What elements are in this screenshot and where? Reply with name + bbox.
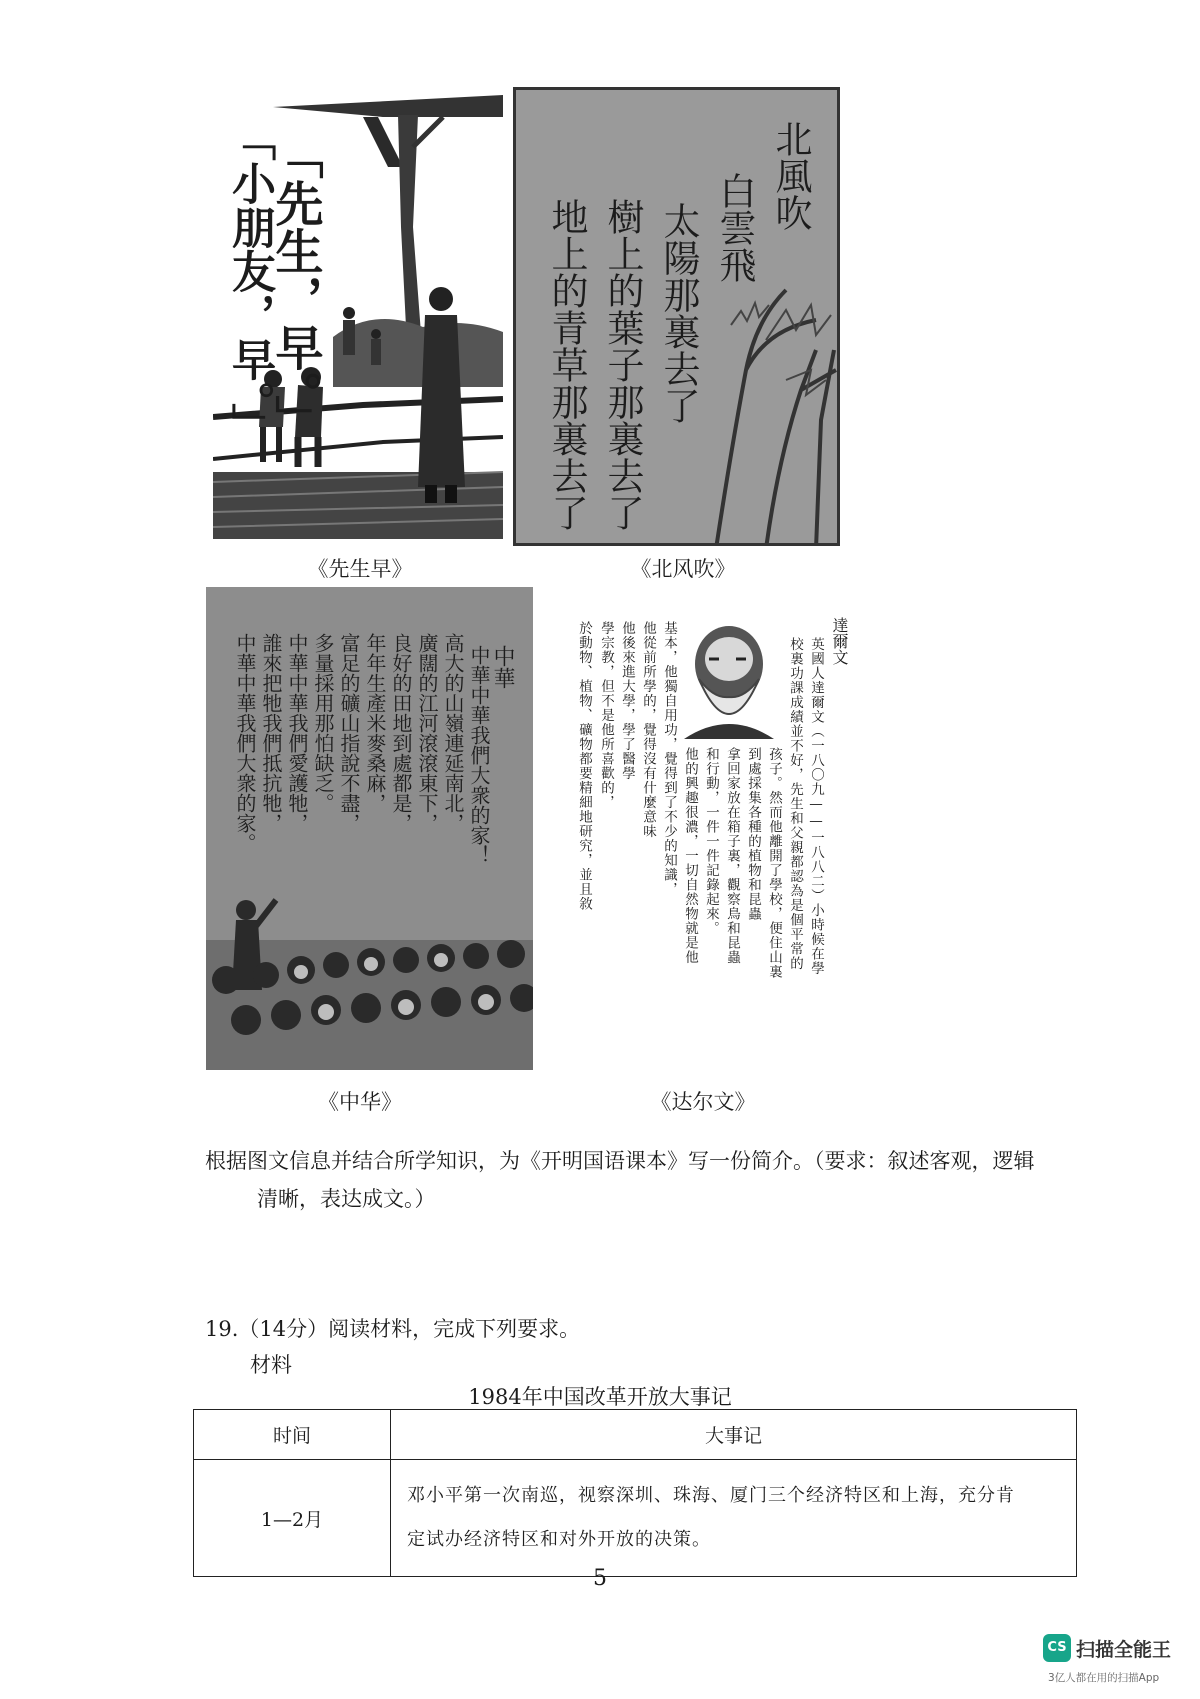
zhonghua-line-9: 誰來把牠我們抵抗牠， <box>259 633 283 833</box>
figure-darwin <box>566 597 854 1033</box>
caption-beifeng-chui: 《北风吹》 <box>630 557 736 581</box>
darwin-line-11: 學宗教，但不是他所喜歡的， <box>598 621 614 810</box>
darwin-line-7: 他的興趣很濃，一切自然物就是他 <box>682 747 698 965</box>
darwin-line-12: 於動物、植物、礦物都要精細地研究，並且敘 <box>576 621 592 911</box>
zhonghua-line-2: 高大的山嶺連延南北， <box>441 633 465 833</box>
poem-line-1: 北風吹 <box>769 120 812 231</box>
zhonghua-line-3: 廣闊的江河滾滾東下， <box>415 633 439 833</box>
figure-beifeng-chui <box>513 87 840 546</box>
zhonghua-line-7: 多量採用那怕缺乏。 <box>311 633 335 813</box>
caption-xiansheng-zao: 《先生早》 <box>307 557 413 581</box>
figure-zhonghua <box>206 587 533 1070</box>
speech-children: 「小朋友，早。」 <box>224 117 275 447</box>
question-19-header <box>205 1310 580 1348</box>
table-header-row <box>194 1410 1077 1460</box>
header-time: 时间 <box>194 1410 391 1460</box>
darwin-portrait <box>674 619 784 739</box>
darwin-line-1: 英國人達爾文（一八〇九——一八八二）小時候在學 <box>808 637 824 976</box>
illustration-crowd <box>206 880 533 1070</box>
question-18-text-line1: 根据图文信息并结合所学知识，为《开明国语课本》写一份简介。（要求：叙述客观，逻辑 <box>205 1149 1035 1173</box>
darwin-line-8: 基本，他獨自用功，覺得到了不少的知識， <box>661 621 677 897</box>
scanner-logo-icon <box>1043 1634 1071 1662</box>
darwin-line-2: 校裏功課成績並不好，先生和父親都認為是個平常的 <box>787 637 803 971</box>
header-events: 大事记 <box>391 1410 1077 1460</box>
poem-line-3: 太陽那裏去了 <box>657 202 700 424</box>
darwin-line-3: 孩子。然而他離開了學校，便住山裏 <box>766 747 782 979</box>
table-title: 1984年中国改革开放大事记 <box>468 1385 732 1409</box>
scanner-logo-text: CS <box>1047 1640 1067 1655</box>
darwin-line-4: 到處採集各種的植物和昆蟲 <box>745 747 761 921</box>
figure-xiansheng-zao <box>213 87 503 539</box>
cell-event <box>391 1460 1077 1577</box>
caption-zhonghua: 《中华》 <box>318 1090 402 1114</box>
question-18-text-line2: 清晰，表达成文。） <box>257 1187 436 1211</box>
table-row <box>194 1460 1077 1577</box>
poem-line-2: 白雲飛 <box>713 172 756 283</box>
question-19-instruction: 阅读材料，完成下列要求。 <box>328 1317 581 1341</box>
zhonghua-line-1: 中華中華我們大衆的家！ <box>467 645 491 865</box>
zhonghua-title: 中華 <box>490 645 515 689</box>
material-label: 材料 <box>250 1353 292 1377</box>
scanner-tagline: 3亿人都在用的扫描App <box>1048 1672 1160 1684</box>
zhonghua-line-10: 中華中華我們大衆的家。 <box>233 633 257 853</box>
event-line-1: 邓小平第一次南巡，视察深圳、珠海、厦门三个经济特区和上海，充分肯 <box>407 1485 1015 1506</box>
events-table <box>193 1409 1077 1577</box>
darwin-line-10: 他後來進大學，學了醫學 <box>619 621 635 781</box>
cell-time: 1—2月 <box>194 1460 391 1577</box>
caption-darwin: 《达尔文》 <box>650 1090 756 1114</box>
question-19-number: 19. <box>205 1317 239 1341</box>
darwin-line-5: 拿回家放在箱子裏，觀察鳥和昆蟲 <box>724 747 740 965</box>
darwin-line-6: 和行動，一件一件記錄起來。 <box>703 747 719 936</box>
darwin-line-9: 他從前所學的，覺得沒有什麼意味 <box>640 621 656 839</box>
page-number: 5 <box>593 1566 607 1591</box>
zhonghua-line-6: 富足的礦山指說不盡， <box>337 633 361 833</box>
poem-line-4: 樹上的葉子那裏去了 <box>601 198 644 531</box>
darwin-title: 達爾文 <box>830 617 849 665</box>
zhonghua-line-4: 良好的田地到處都是， <box>389 633 413 833</box>
scanner-name: 扫描全能王 <box>1076 1639 1172 1661</box>
event-line-2: 定试办经济特区和对外开放的决策。 <box>407 1529 711 1550</box>
poem-line-5: 地上的青草那裏去了 <box>545 198 588 531</box>
speech-teacher: 「先生，早。」 <box>267 131 323 443</box>
question-19-points: （14分） <box>238 1317 329 1341</box>
zhonghua-line-5: 年年生產米麥桑麻， <box>363 633 387 813</box>
zhonghua-line-8: 中華中華我們愛護牠， <box>285 633 309 833</box>
